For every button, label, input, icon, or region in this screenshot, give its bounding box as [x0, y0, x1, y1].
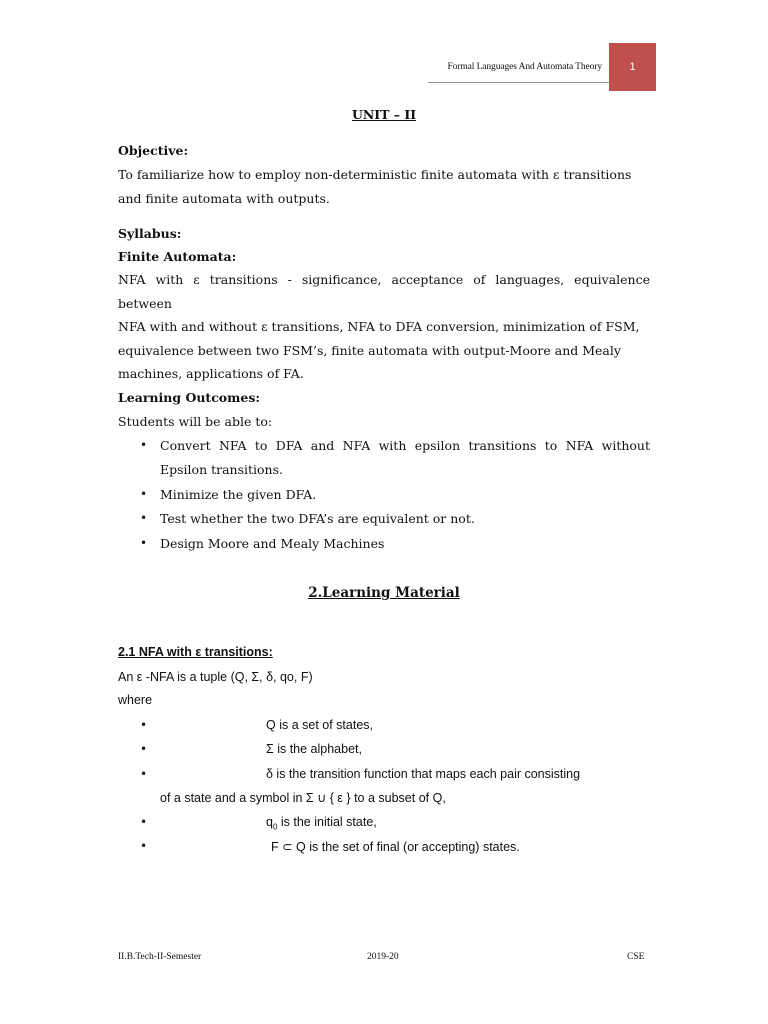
syllabus-text	[118, 268, 650, 386]
bullet-icon: •	[140, 438, 148, 452]
unit-title: UNIT – II	[351, 107, 417, 122]
footer-right: CSE	[627, 952, 645, 962]
syllabus-line: NFA with ε transitions - significance, acceptance of languages, equivalence between	[118, 272, 650, 311]
bullet-icon: •	[140, 742, 148, 756]
tuple-item-delta-cont: of a state and a symbol in Σ ∪ { ε } to a subset of Q,	[160, 791, 446, 805]
tuple-item-delta: δ is the transition function that maps each pair consisting	[266, 767, 581, 781]
bullet-icon: •	[140, 815, 148, 829]
objective-text	[118, 163, 650, 210]
header-rule	[428, 82, 609, 83]
bullet-icon: •	[140, 511, 148, 525]
page-number-badge	[609, 43, 656, 91]
learning-material-heading: 2.Learning Material	[308, 585, 460, 601]
finite-automata-heading: Finite Automata:	[118, 249, 237, 264]
learning-outcomes-intro: Students will be able to:	[118, 414, 273, 429]
syllabus-line: machines, applications of FA.	[118, 366, 304, 381]
objective-line: To familiarize how to employ non-deterministic finite automata with ε transitions	[118, 167, 632, 182]
q0-description: is the initial state,	[277, 815, 377, 829]
syllabus-heading: Syllabus:	[118, 226, 182, 241]
q0-symbol: q	[266, 815, 273, 829]
list-item: Minimize the given DFA.	[160, 487, 317, 502]
where-text: where	[118, 693, 153, 707]
tuple-item-sigma: Σ is the alphabet,	[266, 742, 362, 756]
tuple-item-f: F ⊂ Q is the set of final (or accepting) states.	[271, 840, 520, 854]
tuple-item-q0	[266, 815, 377, 832]
list-item: Test whether the two DFA’s are equivalent or not.	[160, 511, 475, 526]
header-title: Formal Languages And Automata Theory	[447, 62, 602, 72]
list-item-line: Convert NFA to DFA and NFA with epsilon transitions to NFA without	[160, 438, 650, 453]
bullet-icon: •	[140, 839, 148, 853]
syllabus-line: equivalence between two FSM’s, finite automata with output-Moore and Mealy	[118, 342, 621, 358]
syllabus-line: NFA with and without ε transitions, NFA to DFA conversion, minimization of FSM,	[118, 319, 640, 334]
learning-outcomes-heading: Learning Outcomes:	[118, 390, 260, 405]
nfa-tuple-intro: An ε -NFA is a tuple (Q, Σ, δ, qo, F)	[118, 670, 313, 684]
bullet-icon: •	[140, 767, 148, 781]
list-item-line: Epsilon transitions.	[160, 461, 283, 477]
section-heading: 2.1 NFA with ε transitions:	[118, 645, 273, 659]
footer-left: II.B.Tech-II-Semester	[118, 952, 202, 962]
q0-subscript: 0	[272, 822, 278, 832]
bullet-icon: •	[140, 536, 148, 550]
page-number: 1	[629, 61, 636, 73]
objective-heading: Objective:	[118, 143, 189, 158]
objective-line: and finite automata with outputs.	[118, 190, 330, 206]
list-item	[160, 434, 650, 481]
list-item: Design Moore and Mealy Machines	[160, 536, 385, 551]
bullet-icon: •	[140, 487, 148, 501]
tuple-item-q: Q is a set of states,	[266, 718, 373, 732]
bullet-icon: •	[140, 718, 148, 732]
footer-center: 2019-20	[367, 952, 399, 962]
